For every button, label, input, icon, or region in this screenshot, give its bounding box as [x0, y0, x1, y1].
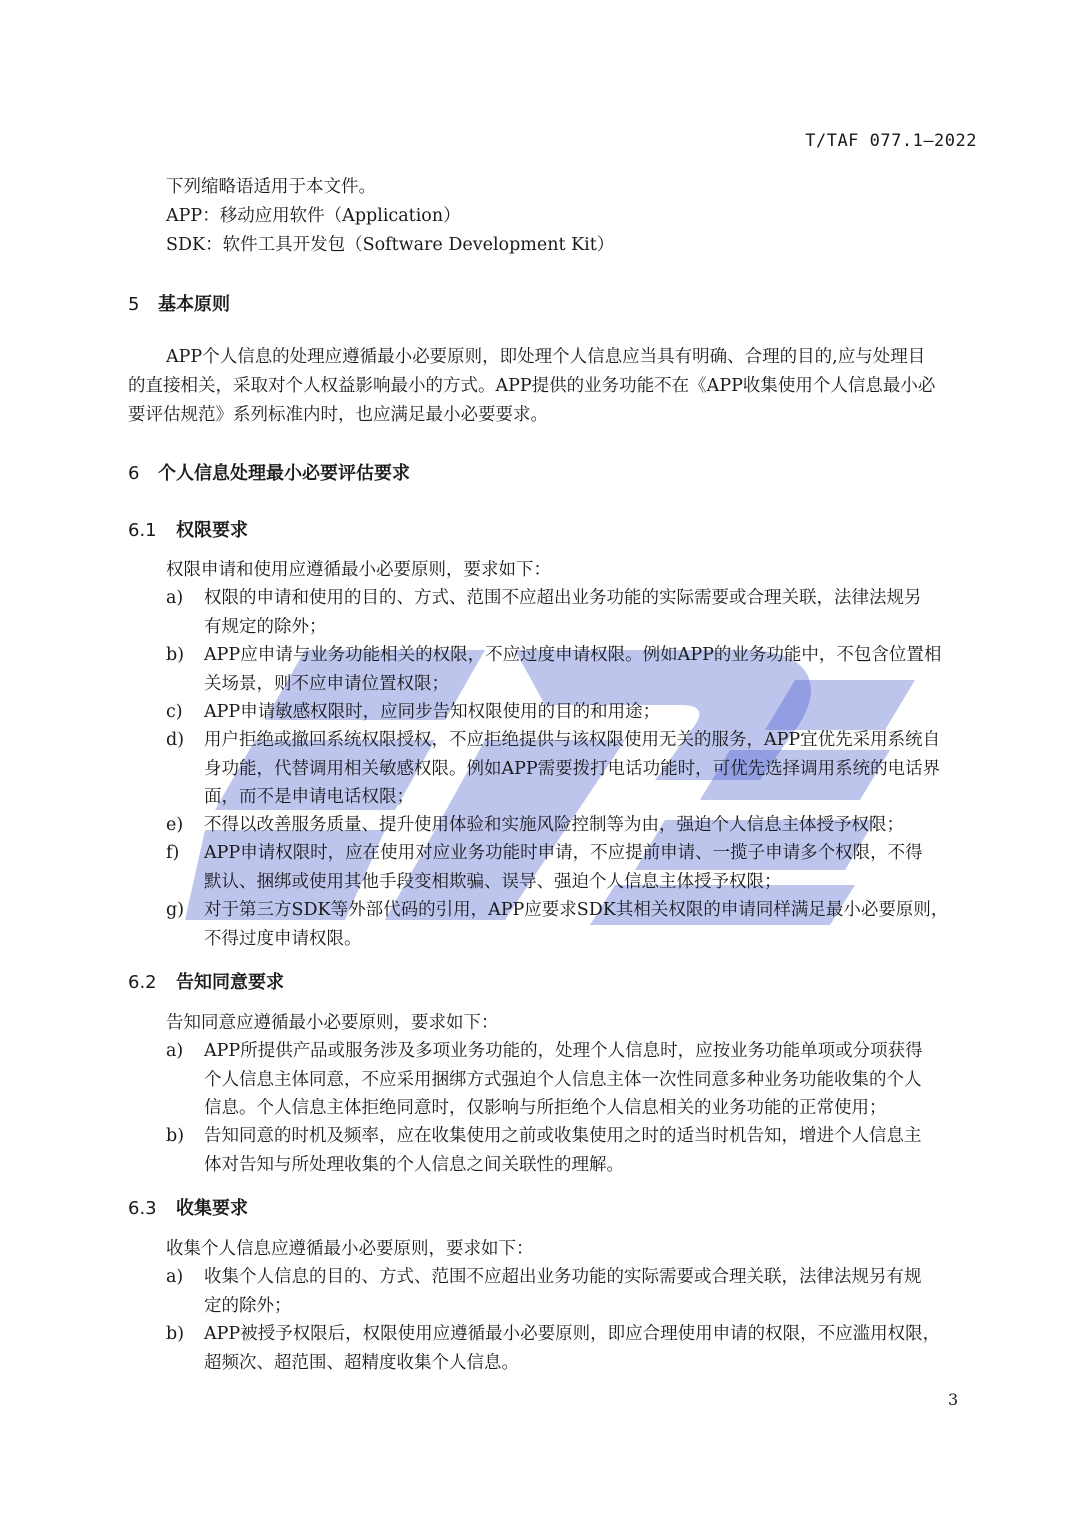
section-intro: 告知同意应遵循最小必要原则，要求如下： [166, 1013, 499, 1033]
page-number: 3 [948, 1390, 959, 1409]
list-marker: b) [166, 645, 185, 665]
section-number: 6.2 [128, 972, 157, 993]
section-5-heading [128, 290, 230, 316]
list-item [166, 896, 978, 953]
list-item-line: 信息。个人信息主体拒绝同意时，仅影响与所拒绝个人信息相关的业务功能的正常使用； [204, 1098, 887, 1118]
section-number: 6.3 [128, 1198, 157, 1219]
section-number: 5 [128, 294, 140, 315]
list-item-line: 定的除外； [204, 1295, 292, 1316]
list-marker: d) [166, 730, 185, 750]
section-title: 基本原则 [158, 294, 230, 315]
abbreviation-sdk: SDK：软件工具开发包（Software Development Kit） [166, 235, 615, 255]
list-item [166, 726, 978, 812]
paragraph-line: 的直接相关，采取对个人权益影响最小的方式。APP提供的业务功能不在《APP收集使用个人信息最小必 [128, 376, 936, 396]
section-number: 6.1 [128, 520, 157, 541]
list-item [166, 1122, 978, 1179]
list-item-line: APP申请敏感权限时，应同步告知权限使用的目的和用途； [204, 702, 661, 722]
list-marker: g) [166, 900, 185, 920]
section-intro: 收集个人信息应遵循最小必要原则，要求如下： [166, 1239, 534, 1259]
list-item-line: 不得过度申请权限。 [204, 928, 362, 949]
list-item-line: APP被授予权限后，权限使用应遵循最小必要原则，即应合理使用申请的权限，不应滥用权限， [204, 1324, 941, 1344]
list-item [166, 839, 978, 896]
list-item-line: 体对告知与所处理收集的个人信息之间关联性的理解。 [204, 1154, 624, 1175]
section-title: 权限要求 [176, 520, 248, 541]
section-6-1-heading [128, 516, 248, 542]
list-item-line: 个人信息主体同意，不应采用捆绑方式强迫个人信息主体一次性同意多种业务功能收集的个人 [204, 1069, 922, 1090]
paragraph-line: APP个人信息的处理应遵循最小必要原则，即处理个人信息应当具有明确、合理的目的,应与处理目 [166, 347, 926, 367]
list-marker: a) [166, 588, 184, 608]
section-6-heading [128, 459, 410, 485]
list-item-line: APP应申请与业务功能相关的权限，不应过度申请权限。例如APP的业务功能中，不包含位置相 [204, 645, 942, 665]
list-item-line: APP申请权限时，应在使用对应业务功能时申请，不应提前申请、一揽子申请多个权限，不得 [204, 843, 923, 863]
list-marker: f) [166, 843, 180, 863]
document-code: T/TAF 077.1—2022 [805, 131, 977, 151]
list-item-line: 对于第三方SDK等外部代码的引用，APP应要求SDK其相关权限的申请同样满足最小必要原则， [204, 900, 949, 920]
section-intro: 权限申请和使用应遵循最小必要原则，要求如下： [166, 560, 551, 580]
list-item-line: 用户拒绝或撤回系统权限授权，不应拒绝提供与该权限使用无关的服务，APP宜优先采用系统自 [204, 730, 941, 750]
list-item-line: 不得以改善服务质量、提升使用体验和实施风险控制等为由，强迫个人信息主体授予权限； [204, 815, 904, 835]
abbreviation-app: APP：移动应用软件（Application） [166, 206, 461, 226]
list-item [166, 584, 978, 641]
list-item-line: 有规定的除外； [204, 616, 327, 637]
list-item [166, 698, 978, 727]
list-item-line: 面，而不是申请电话权限； [204, 787, 414, 807]
list-item-line: 超频次、超范围、超精度收集个人信息。 [204, 1352, 519, 1373]
list-item-line: 收集个人信息的目的、方式、范围不应超出业务功能的实际需要或合理关联，法律法规另有规 [204, 1267, 922, 1287]
list-marker: a) [166, 1041, 184, 1061]
list-marker: b) [166, 1126, 185, 1146]
section-6-3-heading [128, 1194, 248, 1220]
section-6-2-heading [128, 968, 284, 994]
list-item [166, 811, 978, 840]
list-item [166, 1320, 978, 1377]
list-item [166, 1263, 978, 1320]
list-marker: a) [166, 1267, 184, 1287]
section-title: 告知同意要求 [176, 972, 284, 993]
section-title: 收集要求 [176, 1198, 248, 1219]
list-marker: b) [166, 1324, 185, 1344]
list-item-line: 身功能，代替调用相关敏感权限。例如APP需要拨打电话功能时，可优先选择调用系统的电话界 [204, 758, 941, 779]
section-title: 个人信息处理最小必要评估要求 [158, 463, 410, 484]
list-marker: c) [166, 702, 183, 722]
list-item [166, 641, 978, 698]
list-marker: e) [166, 815, 184, 835]
list-item-line: 关场景，则不应申请位置权限； [204, 673, 449, 694]
paragraph-line: 要评估规范》系列标准内时，也应满足最小必要要求。 [128, 405, 548, 425]
section-number: 6 [128, 463, 140, 484]
list-item-line: 告知同意的时机及频率，应在收集使用之前或收集使用之时的适当时机告知，增进个人信息主 [204, 1126, 922, 1146]
list-item [166, 1037, 978, 1123]
list-item-line: 默认、捆绑或使用其他手段变相欺骗、误导、强迫个人信息主体授予权限； [204, 871, 782, 892]
list-item-line: APP所提供产品或服务涉及多项业务功能的，处理个人信息时，应按业务功能单项或分项获得 [204, 1041, 923, 1061]
abbreviations-intro: 下列缩略语适用于本文件。 [166, 177, 376, 197]
list-item-line: 权限的申请和使用的目的、方式、范围不应超出业务功能的实际需要或合理关联，法律法规另 [204, 588, 922, 608]
